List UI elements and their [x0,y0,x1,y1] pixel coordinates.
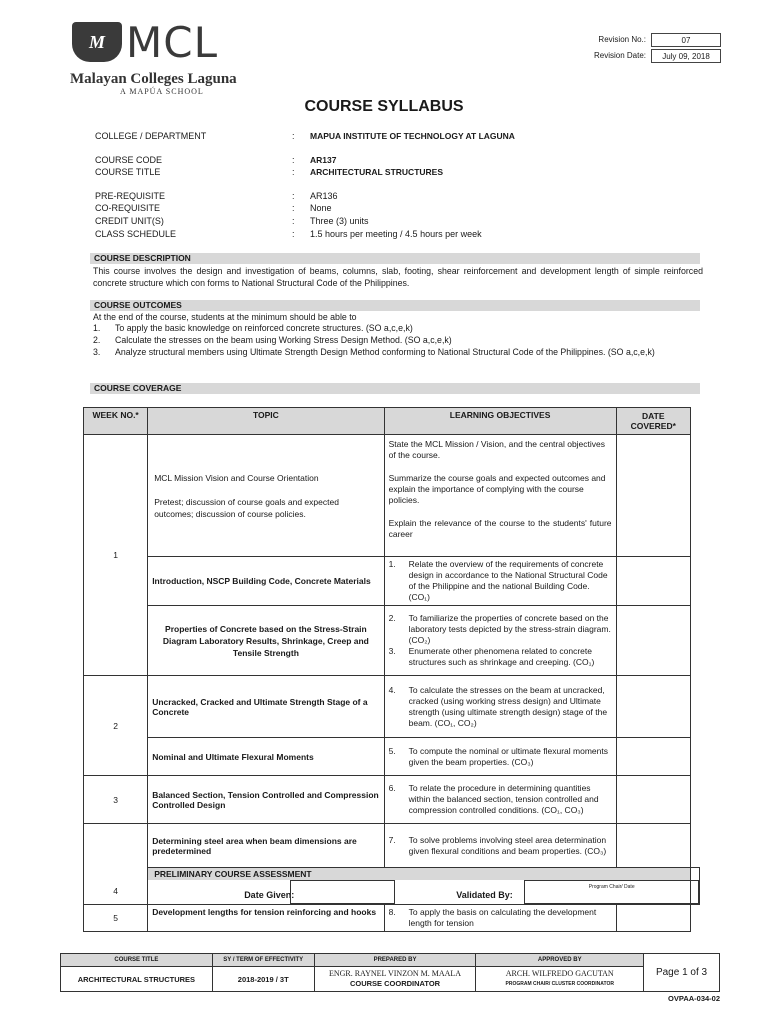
course-description-text: This course involves the design and investigation of beams, columns, slab, footing, shear reinforcement and development length of simple reinforced concrete structure which con forms to National Structural Code of the Philippines. [93,266,703,288]
topic-cell: Balanced Section, Tension Controlled and Compression Controlled Design [148,776,384,824]
school-subtitle: A MAPÚA SCHOOL [120,87,204,96]
page-title: COURSE SYLLABUS [304,98,464,115]
revision-no-label: Revision No.: [598,35,646,44]
info-colon: : [292,216,295,226]
objective-cell: To apply the basis on calculating the development length for tension [408,907,597,928]
date-given-field[interactable] [290,880,395,904]
date-cell [616,776,690,824]
date-cell [616,738,690,776]
date-given-label: Date Given: [244,890,295,900]
course-coverage-heading: COURSE COVERAGE [90,383,700,394]
objective-cell: Summarize the course goals and expected outcomes and explain the importance of complying with the course policies. [388,473,606,505]
course-outcomes-intro: At the end of the course, students at the minimum should be able to [93,312,357,322]
info-colon: : [292,131,295,141]
topic-cell: Properties of Concrete based on the Stress-Strain Diagram Laboratory Results, Shrinkage, Creep and Tensile Strength [148,606,384,676]
info-label: CO-REQUISITE [95,203,161,213]
info-value: Three (3) units [310,216,369,226]
info-label: COLLEGE / DEPARTMENT [95,131,207,141]
assessment-row [84,868,700,905]
week-cell: 1 [84,435,148,676]
objective-cell: State the MCL Mission / Vision, and the central objectives of the course. [388,439,606,460]
topic-cell: Introduction, NSCP Building Code, Concrete Materials [148,557,384,606]
revision-date-label: Revision Date: [593,51,646,60]
topic-cell: Development lengths for tension reinforcing and hooks [148,905,384,932]
column-header: DATE COVERED* [616,408,690,435]
week-cell: 4 [84,824,148,905]
info-label: PRE-REQUISITE [95,191,166,201]
info-row [0,191,768,203]
objective-cell: To relate the procedure in determining quantities within the balanced section, tension controlled and compression controlled conditions. (CO₁, CO₃) [408,783,599,815]
coverage-table [83,407,700,932]
date-cell [616,905,690,932]
course-outcomes-list: 1. To apply the basic knowledge on reinforced concrete structures. (SO a,c,e,k) 2. Calculate the stresses on the beam using Working Stress Design Method. (SO a,c,e,k) 3. Analyze structural members using Ultimate Strength Design Method conforming to National Structural Code of the Philippines. (SO a,c,e,k) [93,323,655,357]
info-value: MAPUA INSTITUTE OF TECHNOLOGY AT LAGUNA [310,131,515,141]
table-row: Introduction, NSCP Building Code, Concrete Materials 1. Relate the overview of the requirements of concrete design in accordance to the National Structural Code of the Philippine and the national Building Code. (CO₁) [84,557,700,606]
column-header: LEARNING OBJECTIVES [384,408,616,435]
week-cell: 2 [84,676,148,776]
validated-by-field[interactable]: Program Chair/ Date [524,880,699,904]
info-label: COURSE TITLE [95,167,161,177]
info-value: AR137 [310,155,337,165]
info-colon: : [292,203,295,213]
logo-badge: M [72,22,122,62]
info-value: 1.5 hours per meeting / 4.5 hours per week [310,229,482,239]
date-cell [616,676,690,738]
page-number: Page 1 of 3 [644,954,720,992]
objective-cell: To calculate the stresses on the beam at uncracked, cracked (using working stress design) and Ultimate strength (using ultimate strength design) stage of the beam. (CO₁, CO₂) [408,684,608,728]
topic-cell: Nominal and Ultimate Flexural Moments [148,738,384,776]
info-colon: : [292,167,295,177]
info-label: CLASS SCHEDULE [95,229,177,239]
form-code: OVPAA-034-02 [668,994,720,1003]
week-cell: 3 [84,776,148,824]
topic-cell: MCL Mission Vision and Course Orientation [154,472,319,483]
table-row: 3 Balanced Section, Tension Controlled and Compression Controlled Design 6. To relate the procedure in determining quantities within the balanced section, tension controlled and compression controlled conditions. (CO₁, CO₃) [84,776,700,824]
revision-date-value: July 09, 2018 [651,49,721,63]
date-cell [616,606,690,676]
footer-term: 2018-2019 / 3T [212,967,314,992]
date-cell [616,557,690,606]
topic-cell: Pretest; discussion of course goals and expected outcomes; discussion of course policies. [154,496,339,519]
prepared-by: ENGR. RAYNEL VINZON M. MAALA COURSE COORDINATOR [314,967,476,992]
week-cell: 5 [84,905,148,932]
logo-text: MCL [126,18,218,67]
column-header: APPROVED BY [476,954,644,967]
info-colon: : [292,191,295,201]
info-row [0,131,768,143]
column-header: PREPARED BY [314,954,476,967]
info-row [0,203,768,215]
table-row: 2 Uncracked, Cracked and Ultimate Strength Stage of a Concrete 4. To calculate the stresses on the beam at uncracked, cracked (using working stress design) and Ultimate strength (using ultimate strength design) stage of the beam. (CO₁, CO₂) [84,676,700,738]
table-row: Properties of Concrete based on the Stress-Strain Diagram Laboratory Results, Shrinkage, Creep and Tensile Strength 2. To familiarize the properties of concrete based on the laboratory tests depicted by the stress-strain diagram. (CO₂) 3. Enumerate other phenomena related to concrete structures such as shrinkage and creeping. (CO₁) [84,606,700,676]
info-label: COURSE CODE [95,155,163,165]
info-value: ARCHITECTURAL STRUCTURES [310,167,444,177]
date-cell [616,435,690,557]
date-cell [616,824,690,868]
footer-table [60,953,720,992]
objective-cell: Explain the relevance of the course to the students' future career [388,518,612,539]
info-row [0,216,768,228]
topic-cell: Determining steel area when beam dimensions are predetermined [148,824,384,868]
table-row: Nominal and Ultimate Flexural Moments 5. To compute the nominal or ultimate flexural moments given the beam properties. (CO₃) [84,738,700,776]
table-row: 5 Development lengths for tension reinforcing and hooks 8. To apply the basis on calculating the development length for tension [84,905,700,932]
table-row [84,435,700,557]
school-name: Malayan Colleges Laguna [70,71,237,87]
footer-course-title: ARCHITECTURAL STRUCTURES [61,967,213,992]
column-header: WEEK NO.* [84,408,148,435]
topic-cell: Uncracked, Cracked and Ultimate Strength Stage of a Concrete [148,676,384,738]
validated-by-label: Validated By: [456,890,513,900]
table-row: 4 Determining steel area when beam dimensions are predetermined 7. To solve problems involving steel area determination given flexural conditions and beam properties. (CO₃) [84,824,700,868]
column-header: COURSE TITLE [61,954,213,967]
info-colon: : [292,155,295,165]
course-outcomes-heading: COURSE OUTCOMES [90,300,700,311]
info-row [0,167,768,179]
objective-cell: Enumerate other phenomena related to concrete structures such as shrinkage and creeping. (CO₁) [408,646,595,667]
objective-cell: To solve problems involving steel area determination given flexural conditions and beam properties. (CO₃) [408,834,607,856]
course-description-heading: COURSE DESCRIPTION [90,253,700,264]
column-header: TOPIC [148,408,384,435]
info-colon: : [292,229,295,239]
revision-no-value: 07 [651,33,721,47]
info-value: AR136 [310,191,338,201]
objective-cell: To compute the nominal or ultimate flexural moments given the beam properties. (CO₃) [408,745,608,767]
info-row [0,229,768,241]
column-header: SY / TERM OF EFFECTIVITY [212,954,314,967]
objective-cell: To familiarize the properties of concrete based on the laboratory tests depicted by the stress-strain diagram. (CO₂) [408,613,611,645]
info-value: None [310,203,332,213]
info-label: CREDIT UNIT(S) [95,216,164,226]
approved-by: ARCH. WILFREDO GACUTAN PROGRAM CHAIR/ CLUSTER COORDINATOR [476,967,644,992]
course-info [0,0,768,245]
info-row [0,155,768,167]
objective-cell: Relate the overview of the requirements of concrete design in accordance to the National Structural Code of the Philippine and the national Building Code. (CO₁) [408,559,608,602]
assessment-title: PRELIMINARY COURSE ASSESSMENT [148,868,690,880]
